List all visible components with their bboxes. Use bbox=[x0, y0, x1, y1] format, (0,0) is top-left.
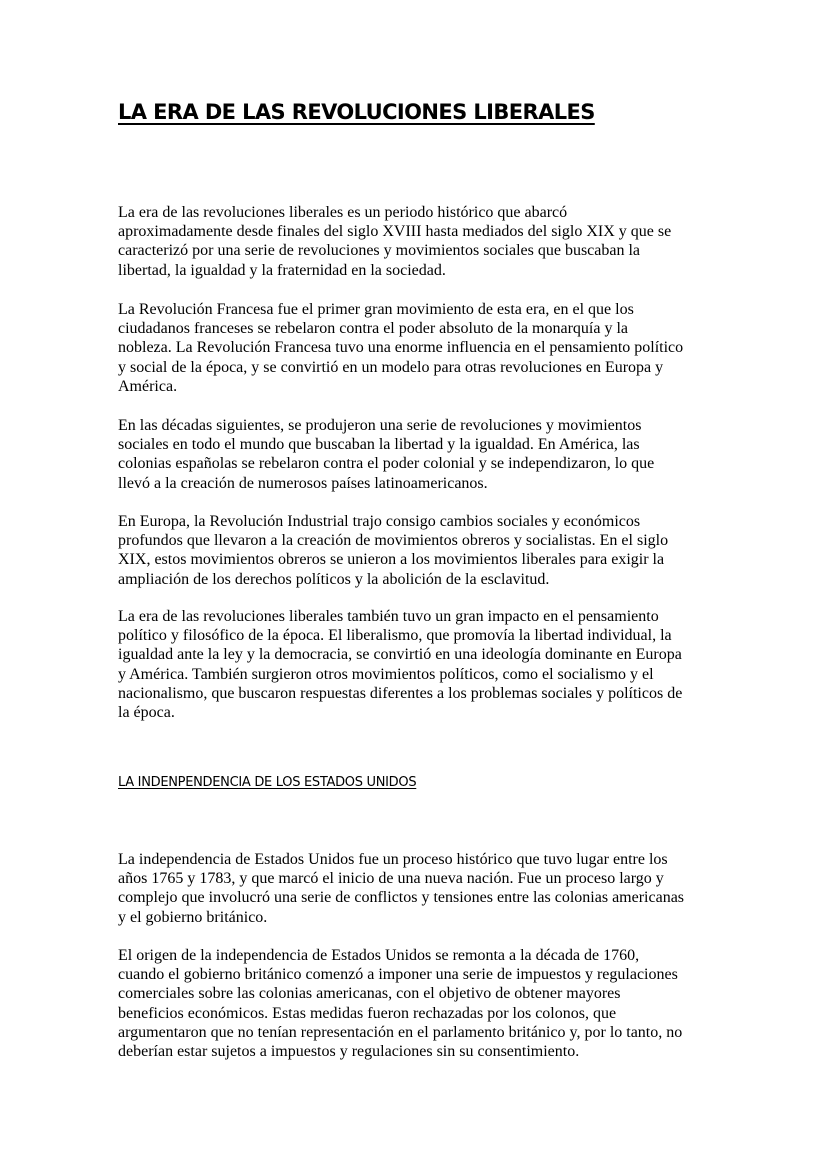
paragraph-line: libertad, la igualdad y la fraternidad en la sociedad. bbox=[118, 261, 446, 279]
document-title: LA ERA DE LAS REVOLUCIONES LIBERALES bbox=[118, 100, 595, 124]
paragraph-line: la época. bbox=[118, 704, 175, 722]
paragraph-following-decades bbox=[118, 416, 718, 493]
paragraph-line: En las décadas siguientes, se produjeron una serie de revoluciones y movimientos bbox=[118, 417, 642, 434]
paragraph-line: nobleza. La Revolución Francesa tuvo una enorme influencia en el pensamiento político bbox=[118, 339, 684, 357]
paragraph-line: aproximadamente desde finales del siglo XVIII hasta mediados del siglo XIX y que se bbox=[118, 223, 672, 241]
paragraph-line: El origen de la independencia de Estados Unidos se remonta a la década de 1760, bbox=[118, 947, 640, 964]
paragraph-line: La independencia de Estados Unidos fue un proceso histórico que tuvo lugar entre los bbox=[118, 851, 668, 868]
paragraph-line: América. bbox=[118, 377, 178, 395]
paragraph-french-revolution bbox=[118, 300, 718, 396]
paragraph-line: ampliación de los derechos políticos y la abolición de la esclavitud. bbox=[118, 570, 550, 588]
paragraph-line: igualdad ante la ley y la democracia, se convirtió en una ideología dominante en Europa bbox=[118, 646, 682, 664]
paragraph-industrial-revolution bbox=[118, 512, 718, 589]
paragraph-line: deberían estar sujetos a impuestos y regulaciones sin su consentimiento. bbox=[118, 1043, 580, 1061]
paragraph-line: y social de la época, y se convirtió en un modelo para otras revoluciones en Europa y bbox=[118, 358, 664, 376]
section-heading: LA INDENPENDENCIA DE LOS ESTADOS UNIDOS bbox=[118, 775, 417, 790]
paragraph-line: cuando el gobierno británico comenzó a imponer una serie de impuestos y regulaciones bbox=[118, 966, 678, 984]
paragraph-line: ciudadanos franceses se rebelaron contra el poder absoluto de la monarquía y la bbox=[118, 320, 629, 338]
paragraph-line: complejo que involucró una serie de conflictos y tensiones entre las colonias americanas bbox=[118, 889, 685, 907]
paragraph-line: colonias españolas se rebelaron contra el poder colonial y se independizaron, lo que bbox=[118, 455, 655, 473]
paragraph-line: nacionalismo, que buscaron respuestas diferentes a los problemas sociales y políticos de bbox=[118, 684, 683, 702]
paragraph-us-independence bbox=[118, 850, 718, 927]
paragraph-line: La era de las revoluciones liberales es un periodo histórico que abarcó bbox=[118, 204, 568, 221]
paragraph-line: y América. También surgieron otros movimientos políticos, como el socialismo y el bbox=[118, 665, 654, 683]
paragraph-liberalism-impact bbox=[118, 607, 718, 722]
paragraph-line: comerciales sobre las colonias americanas, con el objetivo de obtener mayores bbox=[118, 985, 621, 1003]
paragraph-line: beneficios económicos. Estas medidas fueron rechazadas por los colonos, que bbox=[118, 1004, 617, 1022]
paragraph-intro bbox=[118, 203, 718, 280]
paragraph-line: profundos que llevaron a la creación de movimientos obreros y socialistas. En el siglo bbox=[118, 532, 669, 550]
paragraph-line: político y filosófico de la época. El liberalismo, que promovía la libertad individual, la bbox=[118, 627, 672, 645]
paragraph-line: caracterizó por una serie de revoluciones y movimientos sociales que buscaban la bbox=[118, 242, 641, 260]
paragraph-line: argumentaron que no tenían representación en el parlamento británico y, por lo tanto, no bbox=[118, 1023, 683, 1041]
paragraph-line: En Europa, la Revolución Industrial trajo consigo cambios sociales y económicos bbox=[118, 513, 641, 530]
paragraph-line: La Revolución Francesa fue el primer gran movimiento de esta era, en el que los bbox=[118, 301, 634, 318]
paragraph-line: sociales en todo el mundo que buscaban la libertad y la igualdad. En América, las bbox=[118, 436, 640, 454]
paragraph-line: y el gobierno británico. bbox=[118, 908, 268, 926]
paragraph-line: La era de las revoluciones liberales también tuvo un gran impacto en el pensamiento bbox=[118, 608, 659, 625]
paragraph-independence-origin bbox=[118, 946, 718, 1061]
paragraph-line: años 1765 y 1783, y que marcó el inicio de una nueva nación. Fue un proceso largo y bbox=[118, 870, 664, 888]
paragraph-line: XIX, estos movimientos obreros se unieron a los movimientos liberales para exigir la bbox=[118, 551, 665, 569]
paragraph-line: llevó a la creación de numerosos países latinoamericanos. bbox=[118, 474, 488, 492]
